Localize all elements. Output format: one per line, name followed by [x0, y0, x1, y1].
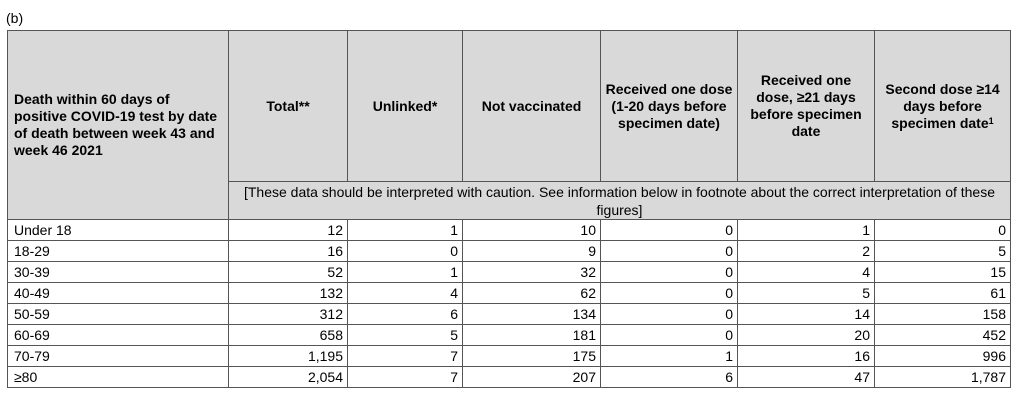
- value-cell: 14: [738, 304, 875, 325]
- value-cell: 62: [463, 283, 601, 304]
- value-cell: 4: [348, 283, 463, 304]
- age-group-cell: 50-59: [8, 304, 229, 325]
- column-header-unlinked: Unlinked*: [348, 31, 463, 182]
- value-cell: 158: [875, 304, 1011, 325]
- age-group-cell: 70-79: [8, 346, 229, 367]
- column-header-one-dose-21plus: Received one dose, ≥21 days before specimen date: [738, 31, 875, 182]
- value-cell: 6: [601, 367, 738, 388]
- value-cell: 61: [875, 283, 1011, 304]
- age-group-cell: 60-69: [8, 325, 229, 346]
- value-cell: 9: [463, 241, 601, 262]
- value-cell: 2,054: [229, 367, 348, 388]
- deaths-by-vaccination-table: [7, 30, 1011, 388]
- value-cell: 0: [601, 220, 738, 241]
- age-group-cell: Under 18: [8, 220, 229, 241]
- value-cell: 10: [463, 220, 601, 241]
- table-label: (b): [6, 10, 24, 26]
- column-header-one-dose-1-20: Received one dose (1-20 days before specimen date): [601, 31, 738, 182]
- value-cell: 452: [875, 325, 1011, 346]
- value-cell: 16: [738, 346, 875, 367]
- value-cell: 6: [348, 304, 463, 325]
- footnote-marker: 1: [988, 115, 994, 126]
- table-row: [8, 283, 1011, 304]
- value-cell: 1: [348, 262, 463, 283]
- value-cell: 2: [738, 241, 875, 262]
- value-cell: 132: [229, 283, 348, 304]
- value-cell: 1,195: [229, 346, 348, 367]
- value-cell: 134: [463, 304, 601, 325]
- value-cell: 12: [229, 220, 348, 241]
- age-group-cell: ≥80: [8, 367, 229, 388]
- value-cell: 1,787: [875, 367, 1011, 388]
- value-cell: 47: [738, 367, 875, 388]
- value-cell: 7: [348, 367, 463, 388]
- value-cell: 15: [875, 262, 1011, 283]
- value-cell: 0: [348, 241, 463, 262]
- age-group-cell: 18-29: [8, 241, 229, 262]
- value-cell: 16: [229, 241, 348, 262]
- table-row: [8, 220, 1011, 241]
- age-group-cell: 40-49: [8, 283, 229, 304]
- value-cell: 5: [738, 283, 875, 304]
- table-row: [8, 262, 1011, 283]
- table-row: [8, 304, 1011, 325]
- column-header-total: Total**: [229, 31, 348, 182]
- value-cell: 175: [463, 346, 601, 367]
- column-header-not-vaccinated: Not vaccinated: [463, 31, 601, 182]
- value-cell: 996: [875, 346, 1011, 367]
- column-header-second-dose: [875, 31, 1011, 182]
- value-cell: 312: [229, 304, 348, 325]
- table-body: [8, 220, 1011, 388]
- table-row: [8, 325, 1011, 346]
- value-cell: 181: [463, 325, 601, 346]
- value-cell: 4: [738, 262, 875, 283]
- value-cell: 658: [229, 325, 348, 346]
- value-cell: 0: [601, 262, 738, 283]
- value-cell: 52: [229, 262, 348, 283]
- row-label-header: Death within 60 days of positive COVID-19 test by date of death between week 43 and week 46 2021: [8, 31, 229, 220]
- value-cell: 0: [601, 325, 738, 346]
- value-cell: 207: [463, 367, 601, 388]
- caution-note: [These data should be interpreted with caution. See information below in footnote about the correct interpretation of these figures]: [229, 182, 1011, 220]
- value-cell: 1: [738, 220, 875, 241]
- value-cell: 32: [463, 262, 601, 283]
- table-row: [8, 241, 1011, 262]
- column-header-second-dose-text: Second dose ≥14 days before specimen date: [885, 80, 1000, 131]
- value-cell: 7: [348, 346, 463, 367]
- value-cell: 5: [875, 241, 1011, 262]
- value-cell: 1: [601, 346, 738, 367]
- value-cell: 0: [875, 220, 1011, 241]
- value-cell: 0: [601, 241, 738, 262]
- table-row: [8, 367, 1011, 388]
- value-cell: 1: [348, 220, 463, 241]
- age-group-cell: 30-39: [8, 262, 229, 283]
- value-cell: 0: [601, 283, 738, 304]
- value-cell: 0: [601, 304, 738, 325]
- value-cell: 5: [348, 325, 463, 346]
- table-row: [8, 346, 1011, 367]
- value-cell: 20: [738, 325, 875, 346]
